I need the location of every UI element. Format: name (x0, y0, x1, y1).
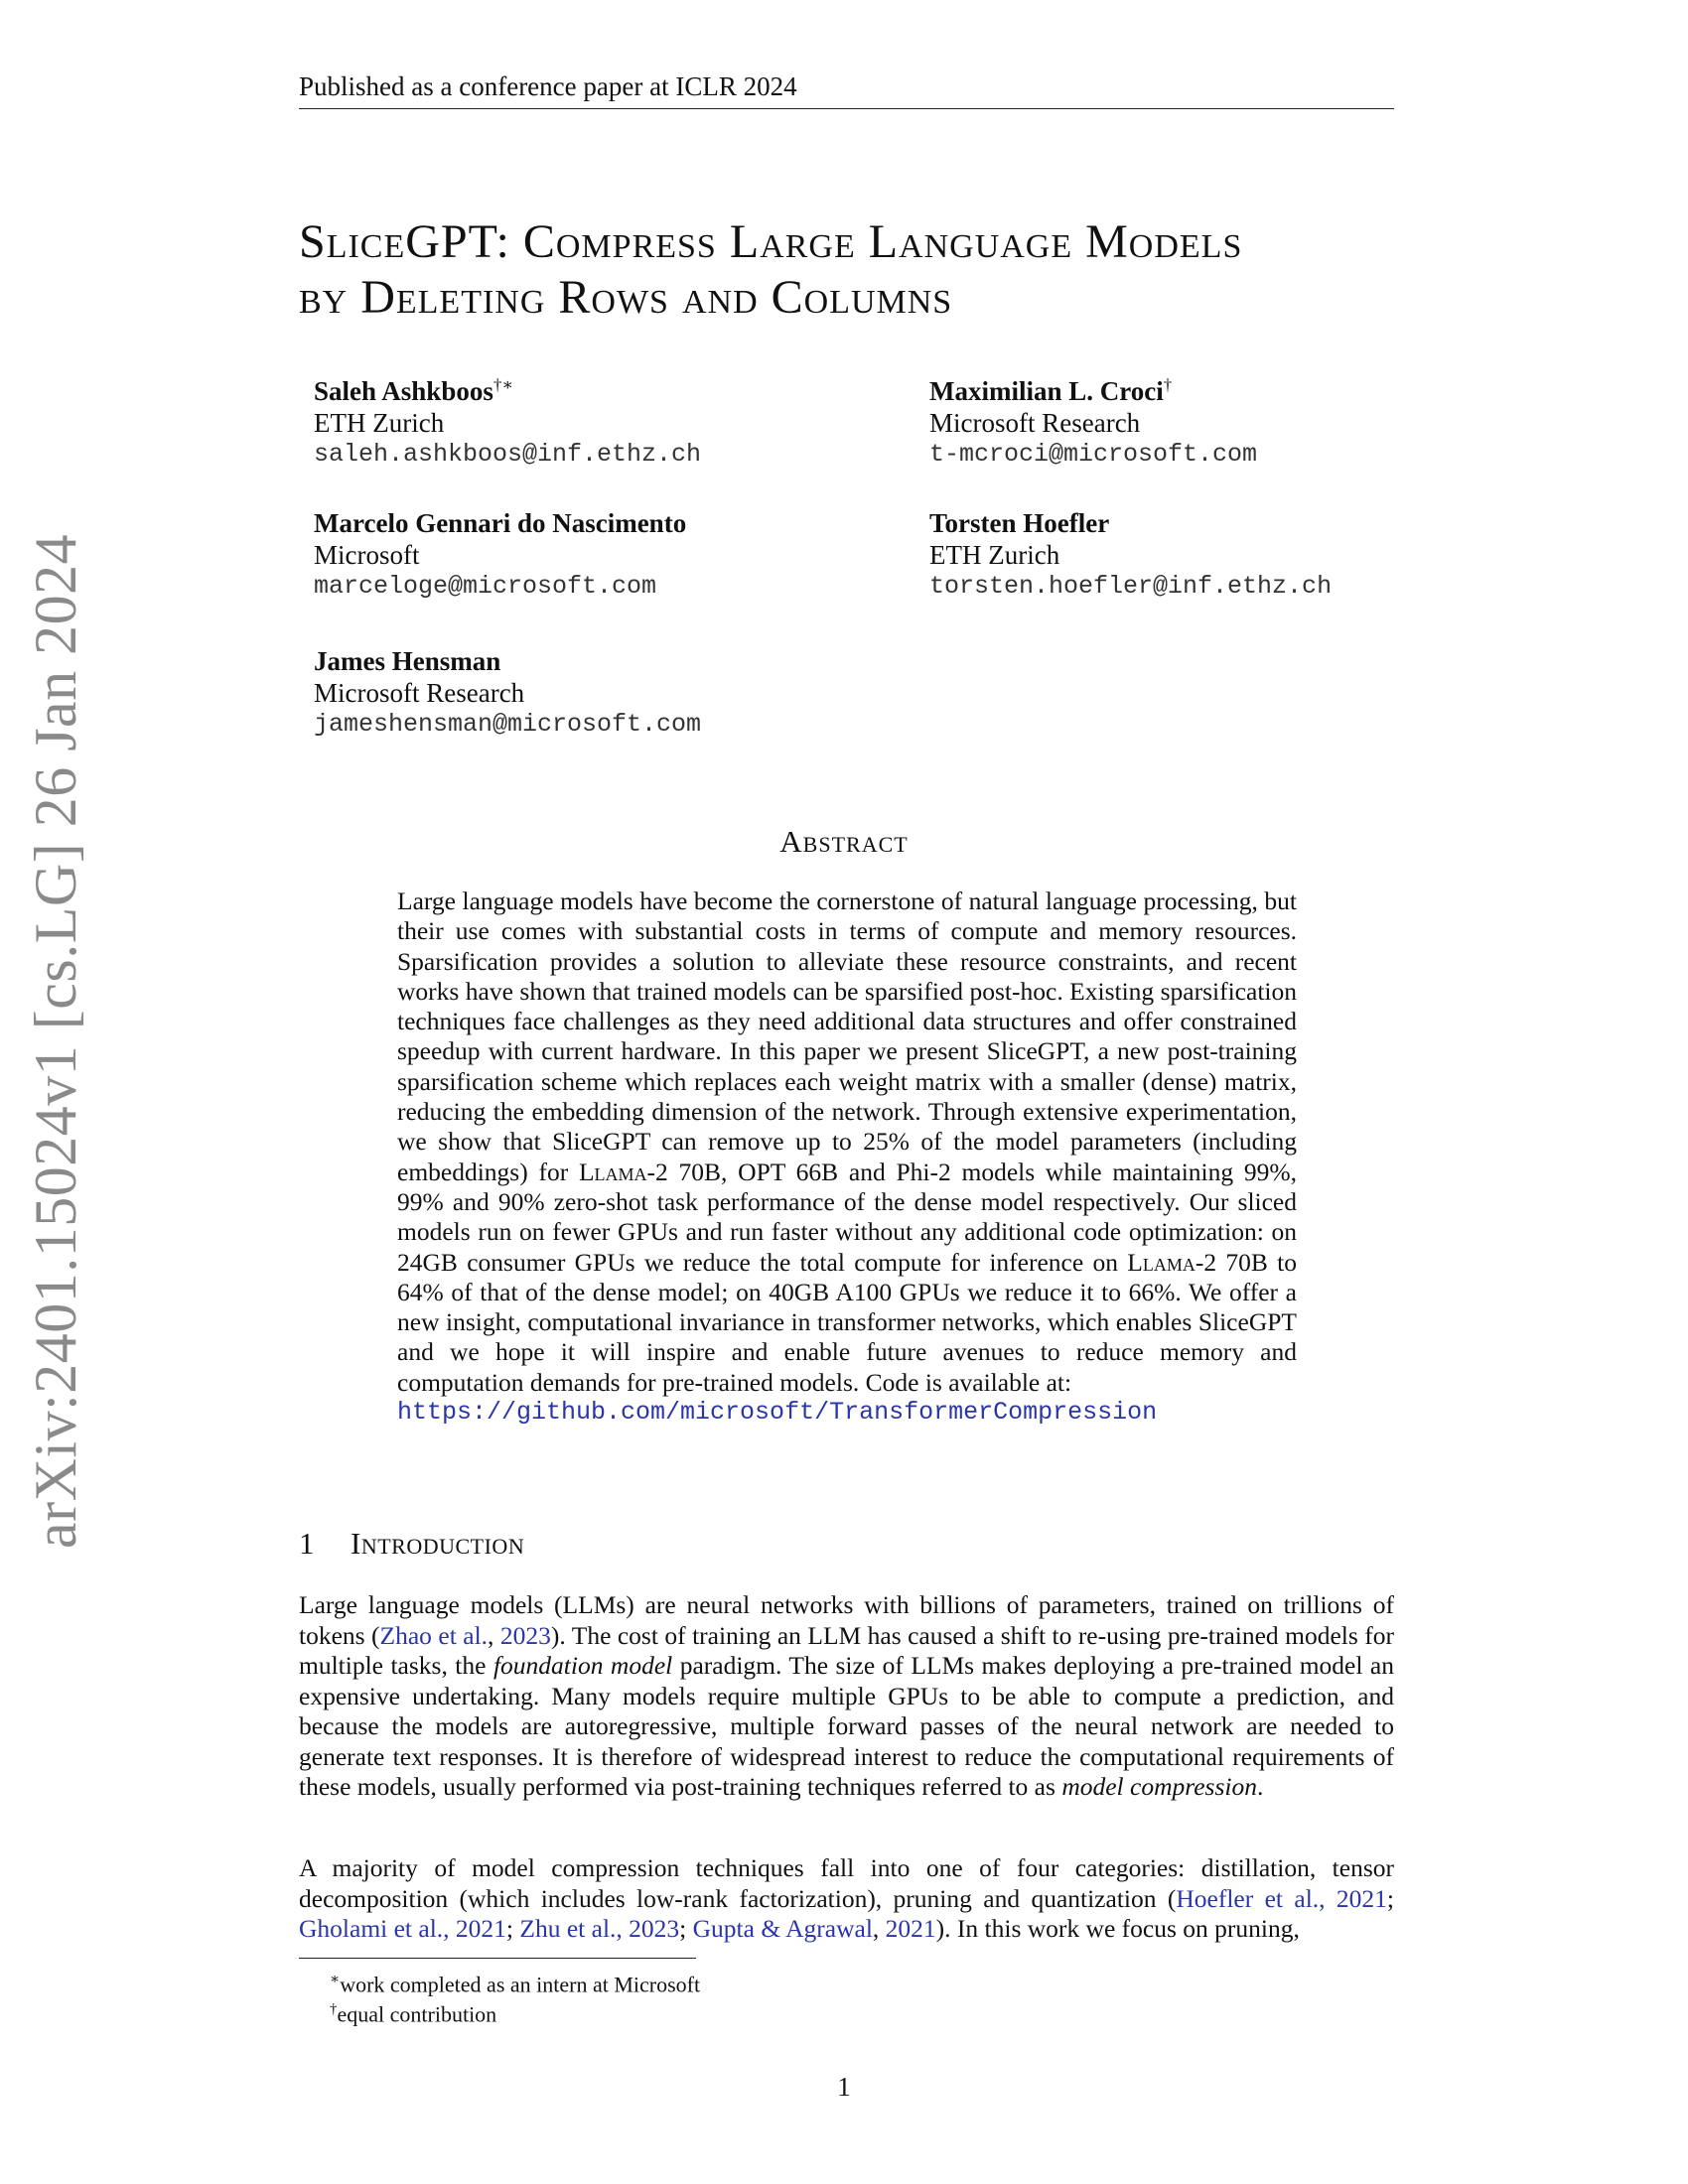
author-block-2 (929, 369, 1257, 471)
abstract-body (397, 887, 1297, 1428)
citation-link[interactable]: Zhao et al. (379, 1620, 489, 1650)
author-block-1 (314, 369, 701, 471)
footnote-text: equal contribution (337, 2001, 497, 2027)
footnote-divider (299, 1958, 696, 1959)
paper-title (299, 214, 1401, 326)
section-heading-introduction (299, 1526, 524, 1562)
emphasis-text: foundation model (492, 1651, 673, 1680)
abstract-text: 70B to 64% of that of the dense model; on 40GB A100 GPUs we reduce it to 66%. We offer a new insight, computational invariance in transformer networks, which enables SliceGPT and we hope it will inspire and enable future avenues to reduce memory and computation demands for pre-trained models. Code is available at: (397, 1247, 1298, 1397)
author-email[interactable]: jameshensman@microsoft.com (314, 710, 702, 739)
author-affiliation: Microsoft Research (929, 408, 1141, 438)
venue-text: Published as a conference paper at ICLR 2024 (299, 71, 797, 101)
citation-link[interactable]: Gupta & Agrawal (692, 1914, 873, 1943)
abstract-heading: Abstract (779, 824, 909, 859)
author-affiliation: Microsoft (314, 540, 420, 570)
abstract-text: 70B, OPT 66B and Phi-2 models while maintaining 99%, 99% and 90% zero-shot task performance of the dense model respectively. Our sliced models run on fewer GPUs and run faster without any additional code optimization: on 24GB consumer GPUs we reduce the total compute for inference on (397, 1157, 1297, 1277)
author-affiliation: ETH Zurich (929, 540, 1060, 570)
abstract-text: Large language models have become the cornerstone of natural language processing, but their use comes with substantial costs in terms of compute and memory resources. Sparsification provides a solution to alleviate these resource constraints, and recent works have shown that trained models can be sparsified post-hoc. Existing sparsification techniques face challenges as they need additional data structures and offer constrained speedup with current hardware. In this paper we present SliceGPT, a new post-training sparsification scheme which replaces each weight matrix with a smaller (dense) matrix, reducing the embedding dimension of the network. Through extensive experimentation, we show that SliceGPT can remove up to 25% of the model parameters (including embeddings) for (397, 887, 1297, 1186)
arxiv-identifier-stamp: arXiv:2401.15024v1 [cs.LG] 26 Jan 2024 (23, 533, 88, 1549)
section-title: Introduction (351, 1526, 525, 1561)
author-affiliation: Microsoft Research (314, 678, 525, 708)
footnote-2 (330, 1996, 496, 2027)
author-email[interactable]: t-mcroci@microsoft.com (929, 440, 1258, 469)
page-number: 1 (837, 2072, 851, 2102)
author-block-5 (314, 645, 701, 741)
author-name: James Hensman (314, 646, 501, 676)
citation-link[interactable]: 2021 (885, 1914, 936, 1943)
author-block-3 (314, 507, 686, 603)
intro-paragraph-2: A majority of model compression techniques fall into one of four categories: distillation, tensor decomposition (which includes low-rank factorization), pruning and quantization (Hoefler et al., 2021; Gholami et al., 2021; Zhu et al., 2023; Gupta & Agrawal, 2021). In this work we focus on pruning, (299, 1853, 1394, 1943)
running-header (299, 71, 1394, 109)
author-name: Torsten Hoefler (929, 508, 1110, 538)
author-email[interactable]: saleh.ashkboos@inf.ethz.ch (314, 440, 702, 469)
author-affiliation: ETH Zurich (314, 408, 445, 438)
author-name: Maximilian L. Croci† (929, 375, 1173, 406)
footnote-mark: ∗ (330, 1972, 341, 1987)
author-email[interactable]: torsten.hoefler@inf.ethz.ch (929, 572, 1333, 601)
citation-link[interactable]: Hoefler et al., 2021 (1176, 1883, 1387, 1913)
model-name-llama: Llama-2 (578, 1157, 668, 1186)
code-repository-link[interactable]: https://github.com/microsoft/TransformerCompression (397, 1398, 1158, 1428)
title-line-2: by Deleting Rows and Columns (299, 271, 953, 324)
emphasis-text: model compression (1061, 1772, 1257, 1801)
author-block-4 (929, 507, 1332, 603)
footnote-text: work completed as an intern at Microsoft (340, 1972, 701, 1997)
citation-link[interactable]: Gholami et al., 2021 (299, 1914, 506, 1943)
citation-link[interactable]: 2023 (499, 1620, 551, 1650)
footnote-1 (330, 1967, 700, 1997)
author-email[interactable]: marceloge@microsoft.com (314, 572, 657, 601)
intro-paragraph-1: Large language models (LLMs) are neural networks with billions of parameters, trained on trillions of tokens (Zhao et al., 2023). The cost of training an LLM has caused a shift to re-using pre-trained models for multiple tasks, the foundation model paradigm. The size of LLMs makes deploying a pre-trained model an expensive undertaking. Many models require multiple GPUs to be able to compute a prediction, and because the models are autoregressive, multiple forward passes of the neural network are needed to generate text responses. It is therefore of widespread interest to reduce the computational requirements of these models, usually performed via post-training techniques referred to as model compression. (299, 1590, 1394, 1801)
section-number: 1 (299, 1526, 315, 1561)
author-name: Marcelo Gennari do Nascimento (314, 508, 687, 538)
author-name: Saleh Ashkboos†∗ (314, 375, 513, 406)
citation-link[interactable]: Zhu et al., 2023 (519, 1914, 680, 1943)
model-name-llama: Llama-2 (1127, 1247, 1217, 1277)
title-line-1: SliceGPT: Compress Large Language Models (299, 215, 1243, 268)
footnote-mark: † (330, 2001, 338, 2017)
